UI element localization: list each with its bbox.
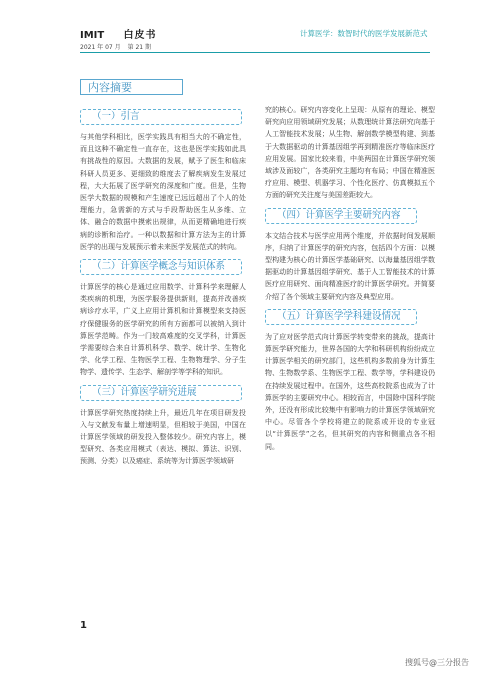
page-number: 1 [80, 620, 87, 631]
issue-date: 2021 年 07 月 [80, 44, 121, 51]
report-topic: 计算医学：数智时代的医学发展新范式 [300, 29, 428, 38]
section-heading-research-content: （四）计算医学主要研究内容 [265, 208, 417, 224]
section-heading-progress: （三）计算医学研究进展 [80, 385, 242, 401]
source-watermark: 搜狐号@三分报告 [405, 658, 469, 667]
section-text-discipline: 为了应对医学范式向计算医学转变带来的挑战，提高计算医学研究能力，世界各国的大学和科研机构纷纷成立计算医学相关的研究部门，这些机构多数前身为计算生物、生物数学系、生物医学工程、数学等，学科建设仍在持续发展过程中。在国外，这些高校院系也成为了计算医学的主要研究中心。相较而言，中国除中国科学院外，还没有形成比较集中有影响力的计算医学领域研究中心。尽管各个学校将建立的院系或开设的专业冠以“计算医学”之名，但其研究的内容和侧重点各不相同。 [265, 332, 435, 451]
section-text-research-content: 本文结合技术与医学应用两个维度，并依据时间发展顺序，归纳了计算医学的研究内容，包括四个方面：以模型构建为核心的计算医学基础研究、以海量基因组学数据驱动的计算基因组学研究、基于人工智能技术的计算医疗应用研究、面向精准医疗的计算医学研究。并简要介绍了各个领域主要研究内容及典型应用。 [265, 231, 435, 301]
section-text-introduction: 与其他学科相比，医学实践具有相当大的不确定性，而且这种不确定性一直存在，这也是医学实践如此具有挑战性的原因。大数据的发展，赋予了医生和临床科研人员更多、更细致的维度去了解疾病发生发展过程，大大拓展了医学研究的深度和广度。但是，生物医学大数据的规模和产生速度已远远超出了个人的处理能力，急需新的方式与手段帮助医生从多维、立体、融合的数据中摸索出规律，从而更精确地进行疾病的诊断和治疗。一种以数据和计算方法为主的计算医学的出现与发展预示着未来医学发展范式的转向。 [80, 133, 246, 251]
right-column [265, 104, 435, 459]
brand-name: IMIT [80, 30, 105, 41]
section-heading-introduction: （一）引言 [80, 109, 242, 125]
header-title-row [80, 26, 156, 41]
abstract-heading [80, 79, 183, 95]
header-divider [80, 52, 430, 53]
document-kind: 白皮书 [123, 30, 157, 41]
abstract-heading-text: 内容摘要 [88, 81, 132, 94]
issue-number: 第 21 期 [127, 44, 152, 51]
issue-info [80, 42, 156, 51]
section-heading-concepts: （二）计算医学概念与知识体系 [80, 259, 242, 275]
header-left [80, 26, 156, 51]
section-text-progress-continued: 究的核心。研究内容变化上呈现：从原有的理论、模型研究向应用领域研究发展；从数理统计算法研究向基于人工智能技术发展；从生物、解剖数学模型构建、到基于大数据驱动的计算基因组学再到精准医疗等临床医疗应用发展。国家比较来看，中美两国在计算医学研究领域涉及面较广，各类研究主题均有布局；中国在精准医疗应用、模型、机器学习、个性化医疗、仿真模拟五个方面的研究关注度与美国差距较大。 [265, 106, 435, 200]
left-column [80, 105, 246, 474]
section-text-progress: 计算医学研究热度持续上升，最近几年在项目研发投入与文献发布量上增速明显，但相较于美国，中国在计算医学领域的研发投入整体较少。研究内容上，模型研究、各类应用模式（表达、模拟、算法、识别、预测、分类）以及癌症、系统等为计算医学领域研 [80, 408, 246, 466]
section-heading-discipline: （五）计算医学学科建设情况 [265, 309, 417, 325]
section-text-concepts: 计算医学的核心是通过应用数学、计算科学来理解人类疾病的机理，为医学服务提供新则，提高并改善疾病诊疗水平，广义上应用计算机和计算模型来支持医疗保健服务的医学研究的所有方面都可以被纳入到计算医学范畴。作为一门较高难度的交叉学科，计算医学需要综合来自计算机科学、数学、统计学、生物化学、化学工程、生物医学工程、生物物理学、分子生物学、遗传学、生态学、解剖学等学科的知识。 [80, 283, 246, 377]
